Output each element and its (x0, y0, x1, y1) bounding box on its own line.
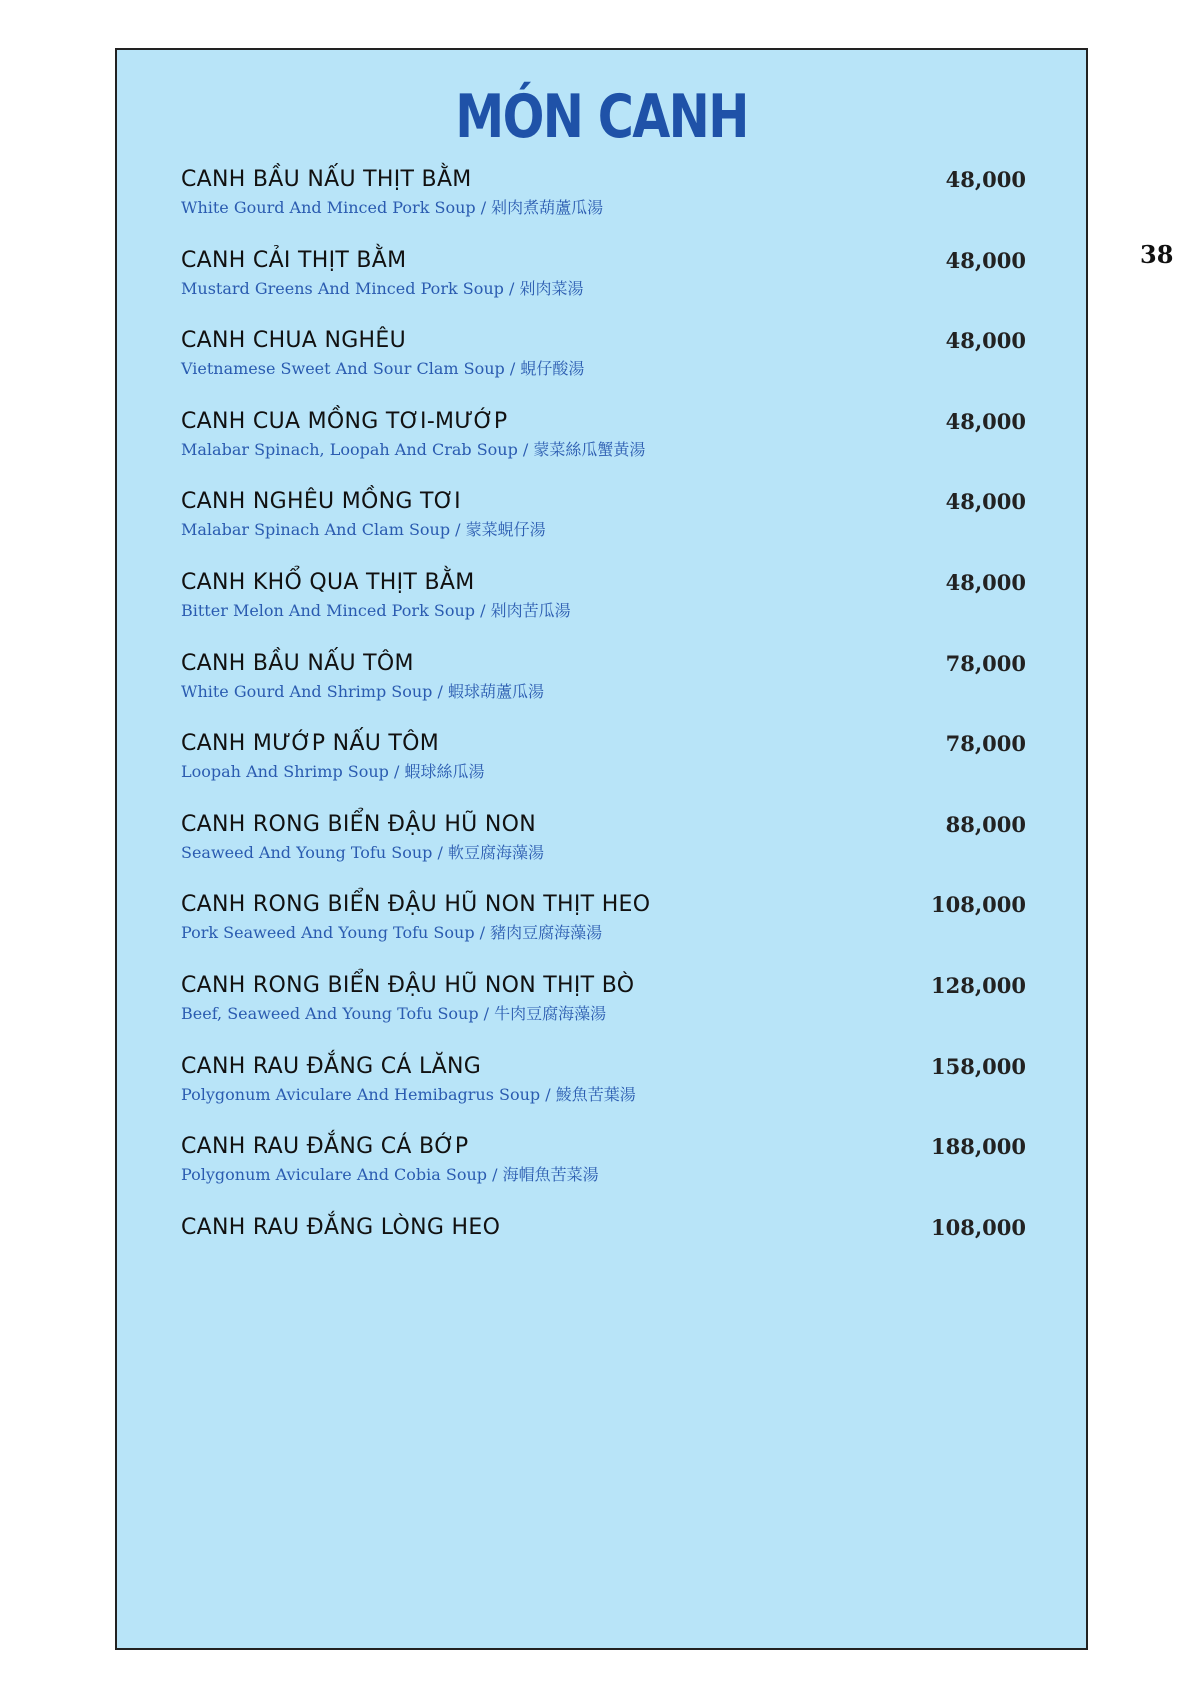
item-price: 88,000 (945, 811, 1026, 837)
menu-item (181, 328, 1026, 409)
item-price: 78,000 (945, 650, 1026, 676)
page-number: 38 (1140, 240, 1174, 269)
item-price: 48,000 (945, 247, 1026, 273)
menu-item (181, 1215, 1026, 1296)
item-description: Polygonum Aviculare And Hemibagrus Soup / 鯪魚苦葉湯 (181, 1084, 636, 1104)
menu-panel (115, 48, 1088, 1650)
item-description: White Gourd And Shrimp Soup / 蝦球葫蘆瓜湯 (181, 681, 544, 701)
item-price: 48,000 (945, 167, 1026, 192)
item-name: CANH RAU ĐẮNG CÁ LĂNG (181, 1053, 482, 1079)
item-name: CANH KHỔ QUA THỊT BẰM (181, 569, 475, 595)
menu-item (181, 248, 1026, 329)
item-name: CANH RAU ĐẮNG CÁ BỚP (181, 1134, 469, 1160)
item-description: Mustard Greens And Minced Pork Soup / 剁肉菜湯 (181, 278, 584, 298)
menu-item (181, 1134, 1026, 1215)
item-name: CANH NGHÊU MỒNG TƠI (181, 489, 461, 515)
menu-item (181, 731, 1026, 812)
item-price: 48,000 (945, 328, 1026, 354)
item-name: CANH RONG BIỂN ĐẬU HŨ NON THỊT HEO (181, 892, 651, 918)
item-description: Seaweed And Young Tofu Soup / 軟豆腐海藻湯 (181, 842, 544, 862)
item-description: Loopah And Shrimp Soup / 蝦球絲瓜湯 (181, 762, 485, 782)
item-price: 188,000 (931, 1134, 1026, 1160)
item-description: Vietnamese Sweet And Sour Clam Soup / 蜆仔酸湯 (181, 359, 585, 379)
item-price: 48,000 (945, 489, 1026, 515)
item-price: 158,000 (931, 1053, 1026, 1079)
menu-item (181, 973, 1026, 1054)
item-price: 48,000 (945, 408, 1026, 434)
item-name: CANH MƯỚP NẤU TÔM (181, 731, 440, 757)
item-name: CANH BẦU NẤU TÔM (181, 650, 414, 676)
item-price: 108,000 (931, 1214, 1026, 1240)
item-description: Malabar Spinach And Clam Soup / 蒙菜蜆仔湯 (181, 520, 546, 540)
item-name: CANH BẦU NẤU THỊT BẰM (181, 167, 472, 192)
item-description: Beef, Seaweed And Young Tofu Soup / 牛肉豆腐海藻湯 (181, 1003, 607, 1023)
menu-item (181, 570, 1026, 651)
menu-list (181, 167, 1026, 1295)
menu-item (181, 489, 1026, 570)
item-description: Bitter Melon And Minced Pork Soup / 剁肉苦瓜湯 (181, 600, 571, 620)
item-price: 78,000 (945, 731, 1026, 757)
menu-item (181, 409, 1026, 490)
item-description: White Gourd And Minced Pork Soup / 剁肉煮葫蘆瓜湯 (181, 198, 604, 217)
menu-title: MÓN CANH (455, 82, 748, 152)
item-name: CANH CUA MỒNG TƠI-MƯỚP (181, 408, 508, 434)
item-description: Malabar Spinach, Loopah And Crab Soup / 蒙菜絲瓜蟹黃湯 (181, 439, 646, 459)
item-price: 128,000 (931, 972, 1026, 998)
item-description: Polygonum Aviculare And Cobia Soup / 海帽魚苦菜湯 (181, 1165, 599, 1185)
menu-item (181, 1054, 1026, 1135)
menu-item (181, 812, 1026, 893)
item-description: Pork Seaweed And Young Tofu Soup / 豬肉豆腐海藻湯 (181, 923, 603, 943)
menu-item (181, 167, 1026, 248)
item-price: 108,000 (931, 892, 1026, 918)
item-name: CANH RAU ĐẮNG LÒNG HEO (181, 1214, 501, 1240)
item-name: CANH RONG BIỂN ĐẬU HŨ NON (181, 811, 536, 837)
item-price: 48,000 (945, 569, 1026, 595)
menu-item (181, 892, 1026, 973)
item-name: CANH CẢI THỊT BẰM (181, 247, 407, 273)
item-name: CANH CHUA NGHÊU (181, 328, 407, 354)
item-name: CANH RONG BIỂN ĐẬU HŨ NON THỊT BÒ (181, 972, 635, 998)
menu-item (181, 651, 1026, 732)
